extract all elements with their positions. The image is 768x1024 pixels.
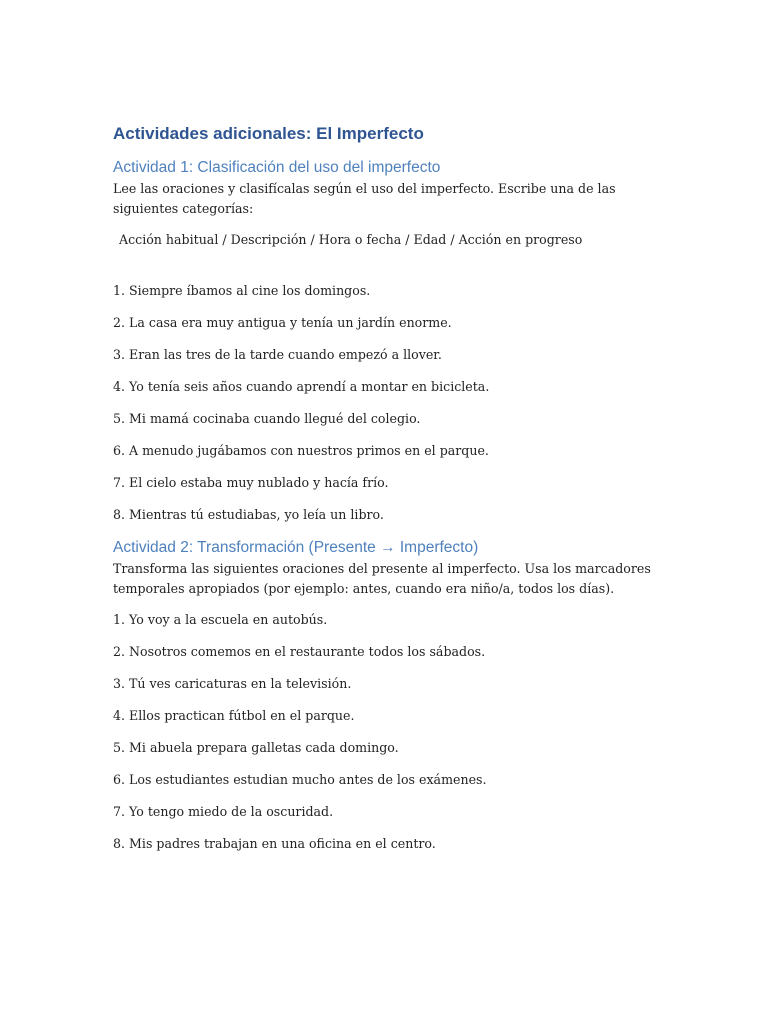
activity-2-title: Actividad 2: Transformación (Presente → Imperfecto) [113,539,479,556]
activity-1-instructions: Lee las oraciones y clasifícalas según el uso del imperfecto. Escribe una de las siguientes categorías: [113,181,616,216]
activity-1-list [113,281,653,524]
list-item: 4. Ellos practican fútbol en el parque. [113,708,355,723]
list-item: 5. Mi abuela prepara galletas cada domingo. [113,740,399,755]
list-item: 3. Tú ves caricaturas en la televisión. [113,676,352,691]
list-item: 7. El cielo estaba muy nublado y hacía frío. [113,475,389,490]
list-item: 2. La casa era muy antigua y tenía un jardín enorme. [113,315,452,330]
list-item: 6. A menudo jugábamos con nuestros primos en el parque. [113,443,489,458]
document-title: Actividades adicionales: El Imperfecto [113,124,424,143]
list-item: 1. Yo voy a la escuela en autobús. [113,612,328,627]
activity-1-categories: Acción habitual / Descripción / Hora o fecha / Edad / Acción en progreso [119,232,583,247]
activity-1-title: Actividad 1: Clasificación del uso del imperfecto [113,159,441,176]
list-item: 2. Nosotros comemos en el restaurante todos los sábados. [113,644,486,659]
list-item: 4. Yo tenía seis años cuando aprendí a montar en bicicleta. [113,379,490,394]
list-item: 8. Mientras tú estudiabas, yo leía un libro. [113,507,384,522]
list-item: 1. Siempre íbamos al cine los domingos. [113,283,371,298]
list-item: 3. Eran las tres de la tarde cuando empezó a llover. [113,347,442,362]
list-item: 6. Los estudiantes estudian mucho antes de los exámenes. [113,772,487,787]
list-item: 5. Mi mamá cocinaba cuando llegué del colegio. [113,411,421,426]
document-page [113,120,653,853]
activity-2-instructions: Transforma las siguientes oraciones del presente al imperfecto. Usa los marcadores temporales apropiados (por ejemplo: antes, cuando era niño/a, todos los días). [113,561,651,596]
list-item: 7. Yo tengo miedo de la oscuridad. [113,804,334,819]
list-item: 8. Mis padres trabajan en una oficina en el centro. [113,836,436,851]
activity-2-list [113,610,653,853]
